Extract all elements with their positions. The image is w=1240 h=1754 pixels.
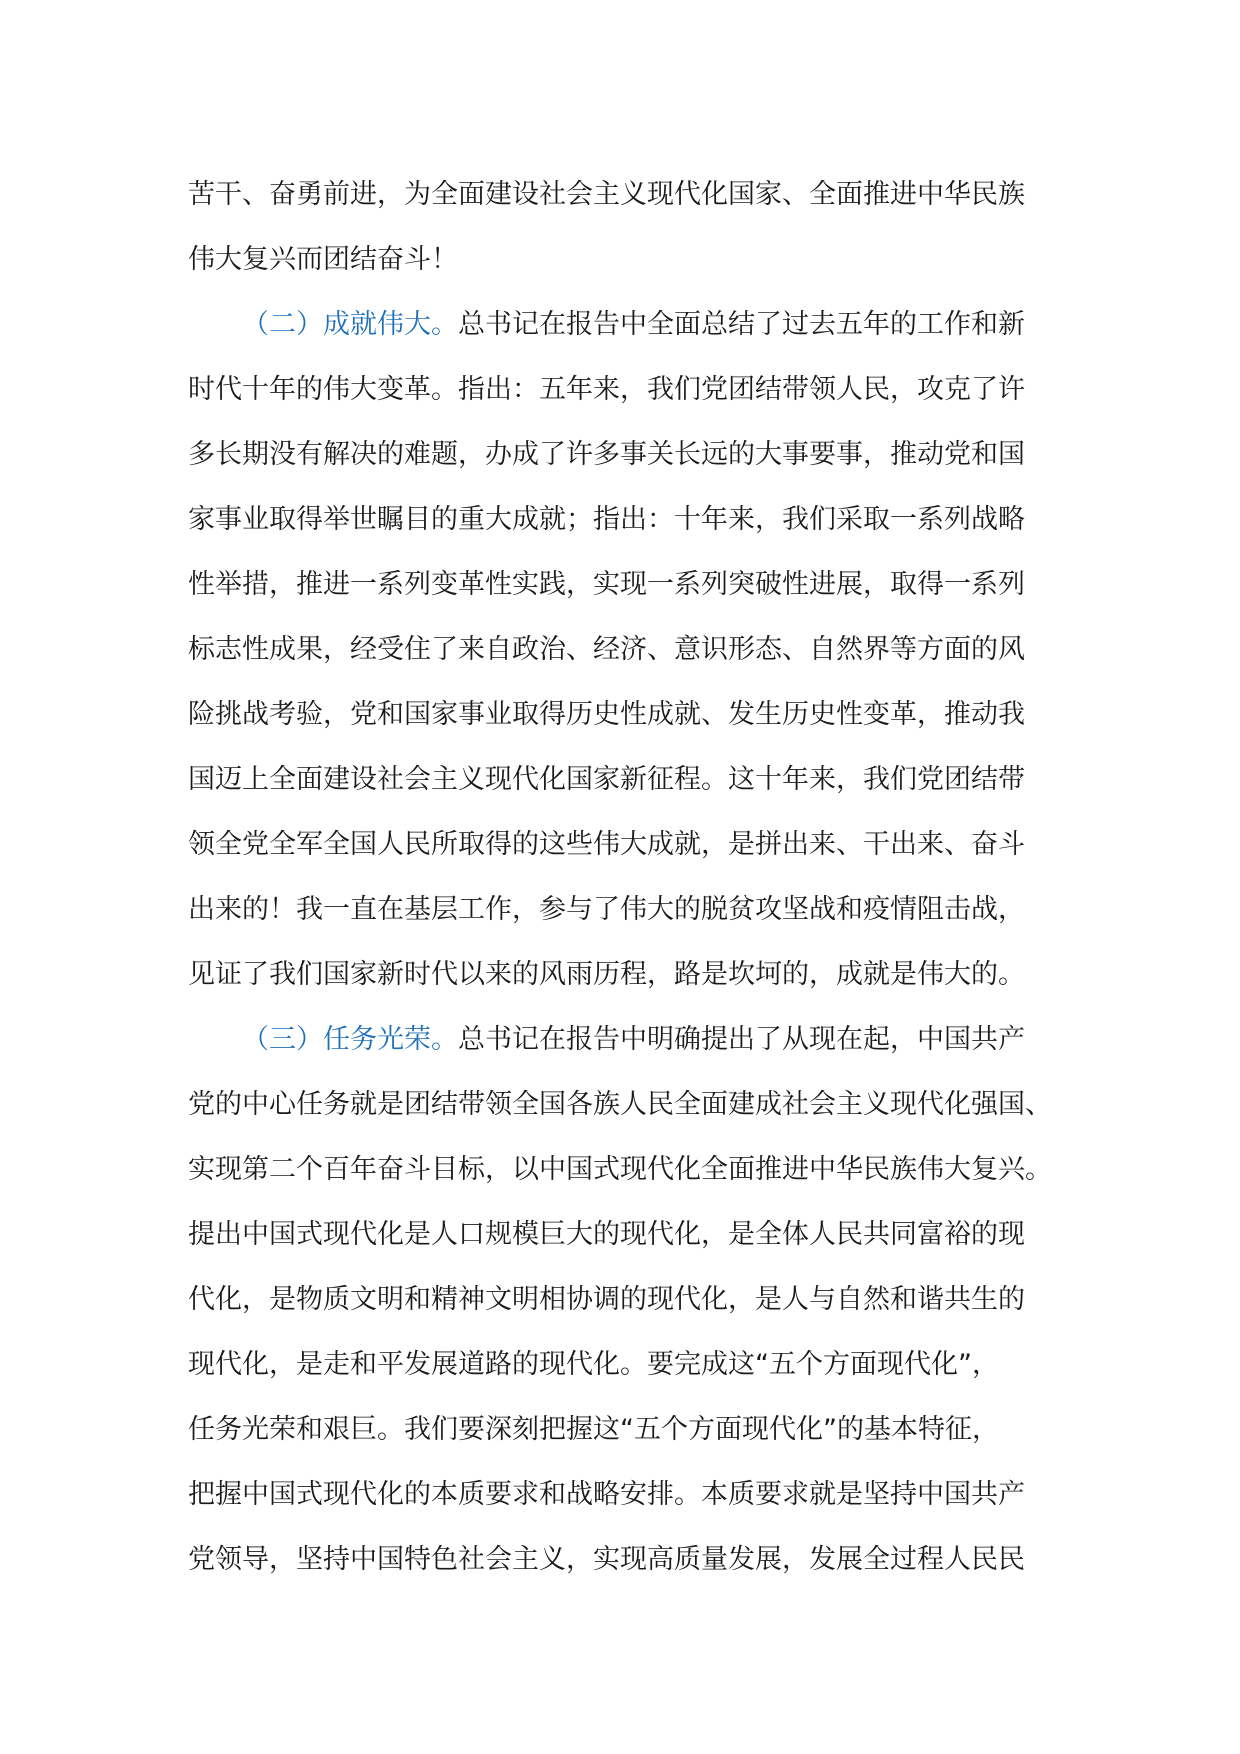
line-text: 多长期没有解决的难题，办成了许多事关长远的大事要事，推动党和国 — [188, 439, 1025, 470]
line-text: 实现第二个百年奋斗目标，以中国式现代化全面推进中华民族伟大复兴。 — [188, 1154, 1052, 1185]
text-line-20 — [188, 1397, 1048, 1462]
text-line-22 — [188, 1527, 1048, 1592]
line-text: 险挑战考验，党和国家事业取得历史性成就、发生历史性变革，推动我 — [188, 699, 1025, 730]
line-text: 伟大复兴而团结奋斗！ — [188, 244, 458, 275]
line-text: 把握中国式现代化的本质要求和战略安排。本质要求就是坚持中国共产 — [188, 1479, 1025, 1510]
section-heading-achievements: （二）成就伟大。 — [242, 309, 458, 340]
line-text: 国迈上全面建设社会主义现代化国家新征程。这十年来，我们党团结带 — [188, 764, 1025, 795]
text-line-6 — [188, 487, 1048, 552]
line-text: 总书记在报告中全面总结了过去五年的工作和新 — [458, 309, 1025, 340]
line-text: 任务光荣和艰巨。我们要深刻把握这“五个方面现代化”的基本特征， — [188, 1414, 999, 1445]
text-line-17 — [188, 1202, 1048, 1267]
text-line-11 — [188, 812, 1048, 877]
text-line-7 — [188, 552, 1048, 617]
line-text: 见证了我们国家新时代以来的风雨历程，路是坎坷的，成就是伟大的。 — [188, 959, 1025, 990]
line-text: 出来的！我一直在基层工作，参与了伟大的脱贫攻坚战和疫情阻击战， — [188, 894, 1025, 925]
text-line-8 — [188, 617, 1048, 682]
text-line-10 — [188, 747, 1048, 812]
line-text: 标志性成果，经受住了来自政治、经济、意识形态、自然界等方面的风 — [188, 634, 1025, 665]
text-line-18 — [188, 1267, 1048, 1332]
text-line-5 — [188, 422, 1048, 487]
text-line-1 — [188, 162, 1048, 227]
line-text: 党的中心任务就是团结带领全国各族人民全面建成社会主义现代化强国、 — [188, 1089, 1052, 1120]
text-line-16 — [188, 1137, 1052, 1202]
line-text: 家事业取得举世瞩目的重大成就；指出：十年来，我们采取一系列战略 — [188, 504, 1025, 535]
text-line-3 — [188, 292, 1048, 357]
text-line-13 — [188, 942, 1048, 1007]
line-text: 提出中国式现代化是人口规模巨大的现代化，是全体人民共同富裕的现 — [188, 1219, 1025, 1250]
line-text: 现代化，是走和平发展道路的现代化。要完成这“五个方面现代化”， — [188, 1349, 999, 1380]
line-text: 苦干、奋勇前进，为全面建设社会主义现代化国家、全面推进中华民族 — [188, 179, 1025, 210]
text-line-19 — [188, 1332, 1048, 1397]
text-line-9 — [188, 682, 1048, 747]
line-text: 领全党全军全国人民所取得的这些伟大成就，是拼出来、干出来、奋斗 — [188, 829, 1025, 860]
section-heading-tasks: （三）任务光荣。 — [242, 1024, 458, 1055]
line-text: 代化，是物质文明和精神文明相协调的现代化，是人与自然和谐共生的 — [188, 1284, 1025, 1315]
body-text — [188, 162, 1052, 1592]
line-text: 总书记在报告中明确提出了从现在起，中国共产 — [458, 1024, 1025, 1055]
text-line-14 — [188, 1007, 1048, 1072]
text-line-2 — [188, 227, 1048, 292]
text-line-15 — [188, 1072, 1052, 1137]
line-text: 时代十年的伟大变革。指出：五年来，我们党团结带领人民，攻克了许 — [188, 374, 1025, 405]
line-text: 性举措，推进一系列变革性实践，实现一系列突破性进展，取得一系列 — [188, 569, 1025, 600]
text-line-4 — [188, 357, 1048, 422]
text-line-21 — [188, 1462, 1048, 1527]
text-line-12 — [188, 877, 1048, 942]
line-text: 党领导，坚持中国特色社会主义，实现高质量发展，发展全过程人民民 — [188, 1544, 1025, 1575]
